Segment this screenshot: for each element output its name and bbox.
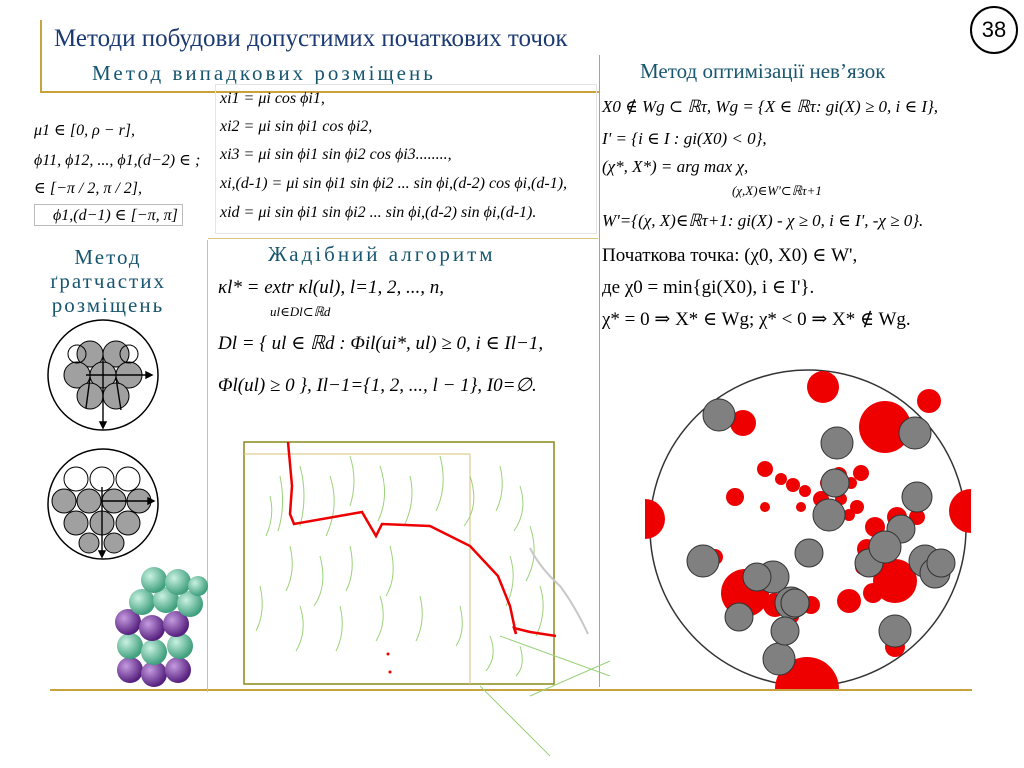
slide-title: Методи побудови допустимих початкових точок (54, 25, 568, 52)
subtitle-random-method: Метод випадкових розміщень (92, 61, 436, 85)
formula-line: Dl = { ul ∈ ℝd : Φil(ui*, ul) ≥ 0, i ∈ Il−1, (218, 333, 544, 354)
formula-line: xi3 = μi sin ϕi1 sin ϕi2 cos ϕi3........, (220, 146, 452, 163)
greedy-algorithm-figure (230, 436, 630, 766)
formula-line: де χ0 = min{gi(X0), i ∈ I'}. (602, 277, 815, 298)
lattice-packing-figure-2 (46, 447, 160, 561)
sphere-stack-figure (108, 562, 212, 690)
subtitle-greedy: Жадібний алгоритм (268, 242, 496, 266)
formula-line: Початкова точка: (χ0, X0) ∈ W', (602, 245, 858, 266)
formula-line: ϕ1,(d−1) ∈ [−π, π] (34, 204, 183, 226)
title-left-rule (40, 20, 42, 92)
random-method-right-formulas (215, 84, 597, 234)
greedy-formulas (218, 274, 543, 406)
random-method-left-formulas (34, 120, 200, 226)
left-section-divider (208, 238, 598, 239)
formula-line: xi1 = μi cos ϕi1, (220, 90, 325, 107)
formula-line: μ1 ∈ [0, ρ − r], (34, 122, 136, 139)
formula-line: ϕ11, ϕ12, ..., ϕ1,(d−2) ∈ ; (34, 152, 201, 169)
formula-line: W'={(χ, X)∈ℝτ+1: gi(X) - χ ≥ 0, i ∈ I', -χ ≥ 0}. (602, 211, 924, 230)
relax-method-formulas (602, 90, 938, 336)
page-number-badge: 38 (970, 6, 1018, 54)
subtitle-lattice-method: Метод ґратчастих розміщень (50, 245, 166, 317)
lattice-packing-figure-1 (46, 318, 160, 432)
formula-line: (χ*, X*) = arg max χ, (602, 157, 749, 176)
formula-line: Φl(ul) ≥ 0 }, Il−1={1, 2, ..., l − 1}, I0=∅. (218, 375, 537, 396)
formula-line: I' = {i ∈ I : gi(X0) < 0}, (602, 129, 767, 148)
formula-line: ul∈Dl⊂ℝd (270, 304, 331, 319)
formula-line: χ* = 0 ⇒ X* ∈ Wg; χ* < 0 ⇒ X* ∉ Wg. (602, 309, 911, 330)
formula-line: xi2 = μi sin ϕi1 cos ϕi2, (220, 118, 373, 135)
formula-line: (χ,X)∈W'⊂ℝτ+1 (732, 183, 822, 198)
formula-line: κl* = extr κl(ul), l=1, 2, ..., n, (218, 277, 444, 298)
formula-line: xi,(d-1) = μi sin ϕi1 sin ϕi2 ... sin ϕi,(d-2) cos ϕi,(d-1), (220, 175, 568, 192)
formula-line: xid = μi sin ϕi1 sin ϕi2 ... sin ϕi,(d-2) sin ϕi,(d-1). (220, 204, 537, 221)
formula-line: ∈ [−π / 2, π / 2], (34, 180, 143, 197)
relaxation-packing-figure (645, 367, 971, 689)
subtitle-relax-method: Метод оптимізації нев’язок (640, 59, 886, 83)
formula-line: X0 ∉ Wg ⊂ ℝτ, Wg = {X ∈ ℝτ: gi(X) ≥ 0, i ∈ I}, (602, 97, 939, 116)
